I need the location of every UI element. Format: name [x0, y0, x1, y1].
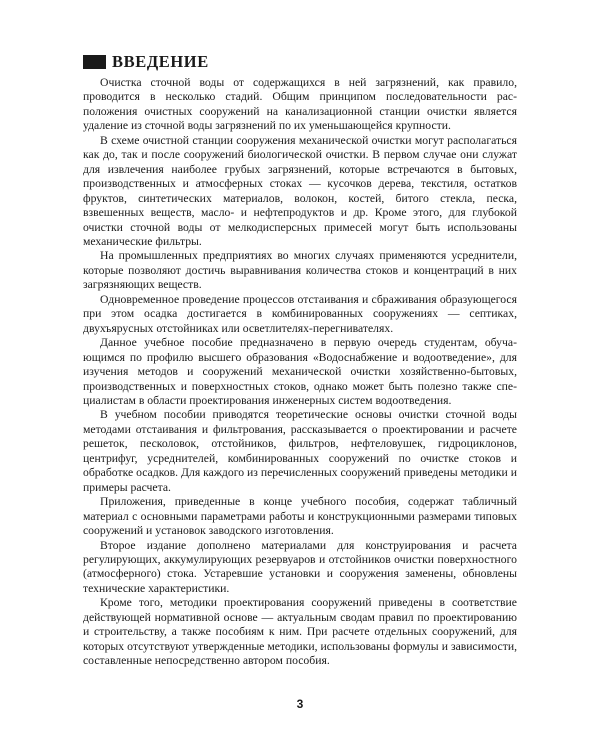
paragraph-7: Приложения, приведенные в конце учебного пособия, содержат табличный материал с основными параметрами работы и конструкционными размерами типовых сооружений и установок заводского изготовления.	[83, 495, 517, 538]
paragraph-4: Одновременное проведение процессов отстаивания и сбраживания образующегося при этом осадка достигается в комбинированных сооружениях — септиках, двухъярусных отстойниках или осветлителях-перегнивателях.	[83, 292, 517, 335]
section-heading	[83, 52, 209, 72]
paragraph-9: Кроме того, методики проектирования сооружений приведены в соответствие действующей нормативной основе — актуальным сводам правил по проектированию и строительству, а также пособиям к ним. При расчете отдельных сооружений, для которых отсутствуют утвержденные методики, использованы формулы и зависимости, составленные непосредственно автором пособия.	[83, 596, 517, 668]
paragraph-1: Очистка сточной воды от содержащихся в ней загрязнений, как правило, проводится в несколько стадий. Общим принципом последовательности расположения очистных сооружений на канализационной станции очистки является удаление из сточной воды загрязнений по их уменьшающейся крупности.	[83, 76, 517, 133]
paragraph-5: Данное учебное пособие предназначено в первую очередь студентам, обучающимся по профилю высшего образования «Водоснабжение и водоотведение», для изучения методов и сооружений механической очистки хозяйственно-бытовых, производственных и поверхностных стоков, однако может быть полезно также специалистам в области проектирования инженерных систем водоотведения.	[83, 336, 517, 407]
paragraph-2: В схеме очистной станции сооружения механической очистки могут располагаться как до, так и после сооружений биологической очистки. В первом случае они служат для извлечения наиболее грубых загрязнений, которые встречаются в бытовых, производственных и атмосферных стоках — кусочков дерева, текстиля, остатков фруктов, синтетических материалов, волокон, костей, битого стекла, песка, взвешенных веществ, масло- и нефтепродуктов и др. Кроме этого, для глубокой очистки сточной воды от мелкодисперсных примесей могут быть использованы механические фильтры.	[83, 133, 517, 248]
paragraph-8: Второе издание дополнено материалами для конструирования и расчета регулирующих, аккумулирующих резервуаров и отстойников очистки поверхностного (атмосферного) стока. Устаревшие установки и сооружения заменены, обновлены технические характеристики.	[83, 538, 517, 595]
page-number: 3	[296, 697, 304, 711]
page-title: ВВЕДЕНИЕ	[112, 52, 209, 71]
paragraph-6: В учебном пособии приводятся теоретические основы очистки сточной воды методами отстаивания и фильтрования, рассказывается о проектировании и расчете решеток, песколовок, отстойников, фильтров, нефтеловушек, гидроциклонов, центрифуг, усреднителей, комбинированных сооружений по очистке стоков и обработке осадков. Для каждого из перечисленных сооружений приведены методики и примеры расчета.	[83, 408, 517, 494]
body-text	[83, 76, 517, 669]
heading-marker-block	[83, 55, 106, 69]
paragraph-3: На промышленных предприятиях во многих случаях применяются усреднители, которые позволяют достичь выравнивания количества стоков и концентраций в них загрязняющих веществ.	[83, 249, 517, 292]
